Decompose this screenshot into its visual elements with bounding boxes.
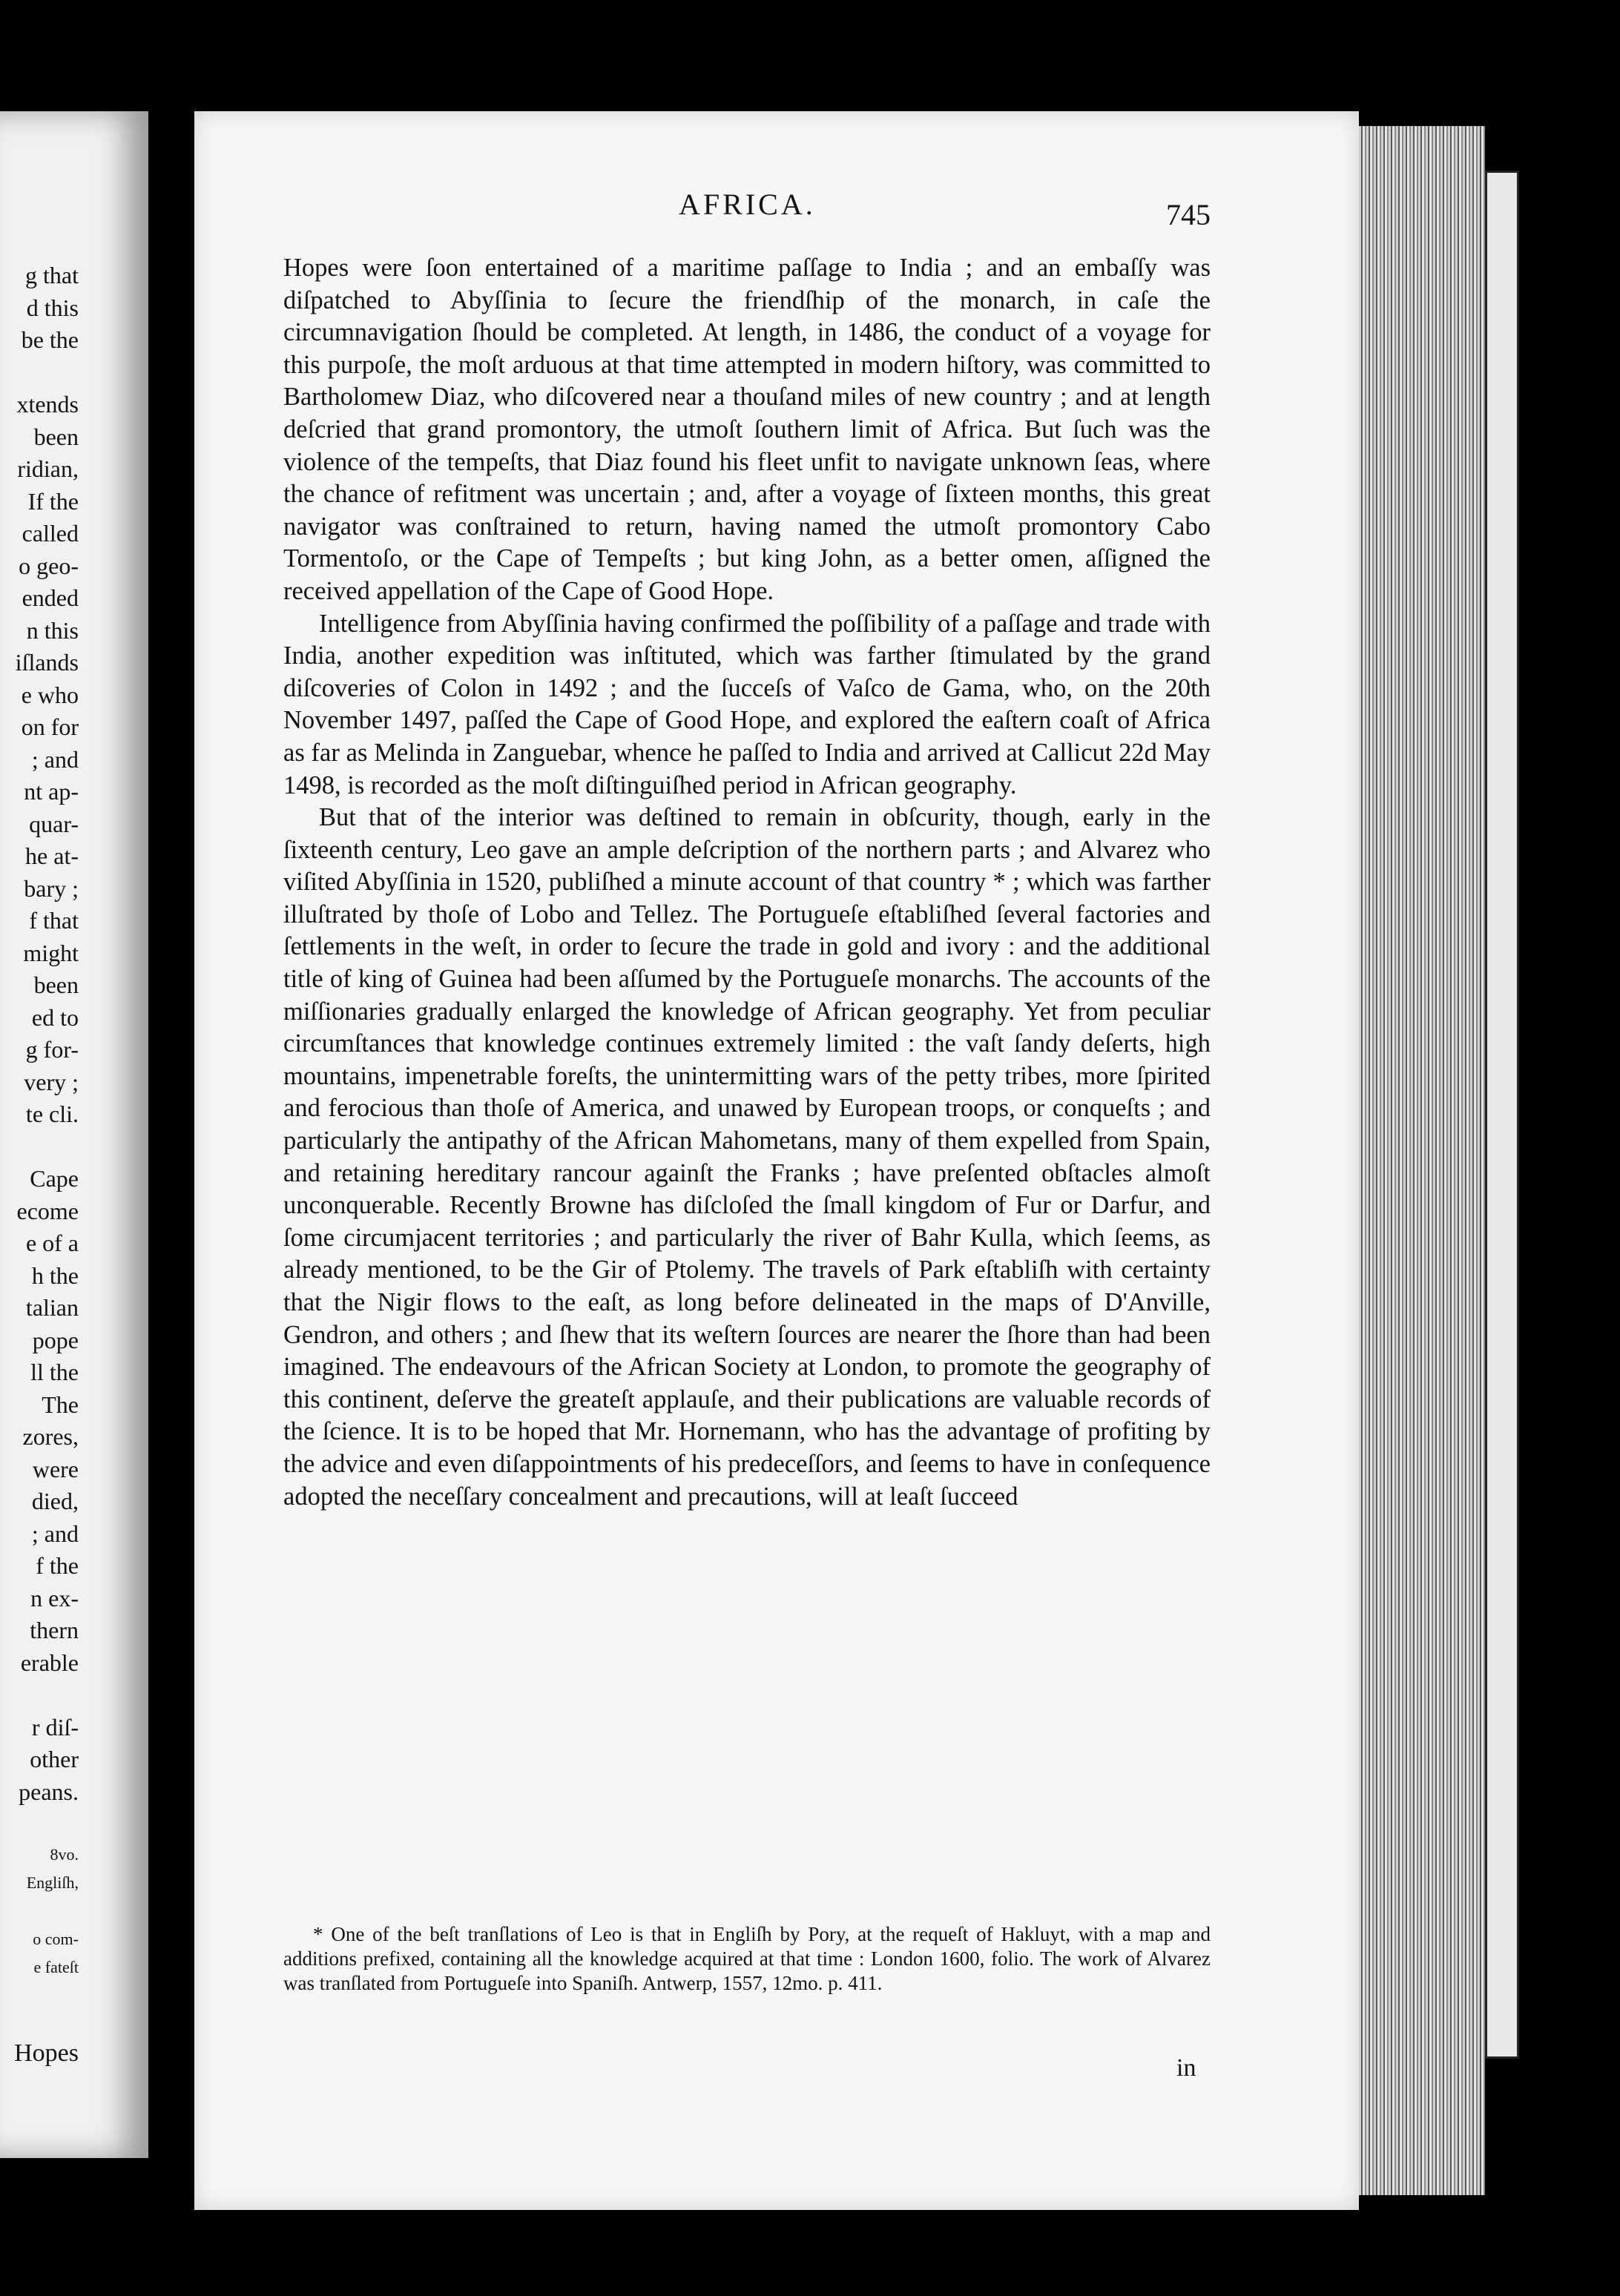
paragraph: Hopes were ſoon entertained of a maritime paſſage to India ; and an embaſſy was diſpatched to Abyſſinia to ſecure the friendſhip of the monarch, in caſe the circumnavigation ſhould be completed. At length, in 1486, the conduct of a voyage for this purpoſe, the moſt arduous at that time attempted in modern hiſtory, was committed to Bartholomew Diaz, who diſcovered near a thouſand miles of new country ; and at length deſcried that grand promontory, the utmoſt ſouthern limit of Africa. But ſuch was the violence of the tempeſts, that Diaz found his fleet unfit to navigate unknown ſeas, where the chance of refitment was uncertain ; and, after a voyage of ſixteen months, this great navigator was conſtrained to return, having named the utmoſt promontory Cabo Tormentoſo, or the Cape of Tempeſts ; but king John, as a better omen, aſſigned the received appellation of the Cape of Good Hope.	[283, 254, 1211, 605]
facing-page-line	[0, 1679, 79, 1712]
facing-page-footnote-line: 8vo.	[50, 1844, 79, 1864]
facing-page-line: thern	[30, 1617, 79, 1643]
facing-page-line: other	[30, 1746, 79, 1772]
facing-page-line	[0, 357, 79, 389]
facing-page-line: called	[22, 520, 79, 547]
facing-page-line: iſlands	[15, 649, 79, 676]
facing-page-edge	[0, 111, 148, 2158]
facing-page-line: might	[23, 939, 79, 966]
facing-page-line: talian	[25, 1294, 79, 1321]
paragraph: But that of the interior was deſtined to remain in obſcurity, though, early in the ſixteenth century, Leo gave an ample deſcription of the northern parts ; and Alvarez who viſited Abyſſinia in 1520, publiſhed a minute account of that country * ; which was farther illuſtrated by thoſe of Lobo and Tellez. The Portugueſe eſtabliſhed ſeveral factories and ſettlements in the weſt, in order to ſecure the trade in gold and ivory : and the additional title of king of Guinea had been aſſumed by the Portugueſe monarchs. The accounts of the miſſionaries gradually enlarged the knowledge of African geography. Yet from peculiar circumſtances that knowledge continues extremely limited : the vaſt ſandy deſerts, high mountains, impenetrable foreſts, the unintermitting wars of the petty tribes, more ſpirited and ferocious than thoſe of America, and unawed by European troops, or conqueſts ; and particularly the antipathy of the African Mahometans, many of them expelled from Spain, and retaining hereditary rancour againſt the Franks ; have preſented obſtacles almoſt unconquerable. Recently Browne has diſcloſed the ſmall kingdom of Fur or Darfur, and ſome circumjacent territories ; and particularly the river of Bahr Kulla, which ſeems, as already mentioned, to be the Gir of Ptolemy. The travels of Park eſtabliſh with certainty that the Nigir flows to the eaſt, as long before delineated in the maps of D'Anville, Gendron, and others ; and ſhew that its weſtern ſources are nearer the ſhore than had been imagined. The endeavours of the African Society at London, to promote the geography of this continent, deſerve the greateſt applauſe, and their publications are valuable records of the ſcience. It is to be hoped that Mr. Hornemann, who has the advantage of profiting by the advice and even diſappointments of his predeceſſors, and ſeems to have in conſequence adopted the neceſſary concealment and precautions, will at leaſt ſucceed	[283, 803, 1211, 1511]
facing-page-line: e who	[21, 681, 79, 708]
facing-page-line: pope	[32, 1326, 79, 1353]
facing-page-line: on for	[21, 713, 79, 740]
facing-page-line: ; and	[31, 1520, 79, 1547]
facing-page-line: bary ;	[24, 874, 79, 902]
facing-page-line: he at-	[25, 842, 79, 869]
facing-page-line: been	[33, 423, 79, 450]
facing-page-line: ended	[22, 584, 79, 611]
paragraph: Intelligence from Abyſſinia having confirmed the poſſibility of a paſſage and trade with India, another expedition was inſtituted, which was farther ſtimulated by the grand diſcoveries of Colon in 1492 ; and the ſucceſs of Vaſco de Gama, who, on the 20th November 1497, paſſed the Cape of Good Hope, and explored the eaſtern coaſt of Africa as far as Melinda in Zanguebar, whence he paſſed to India and arrived at Callicut 22d May 1498, is recorded as the moſt diſtinguiſhed period in African geography.	[283, 609, 1211, 799]
footnote	[283, 1922, 1211, 1996]
page-number: 745	[1166, 198, 1211, 231]
footnote-text: * One of the beſt tranſlations of Leo is that in Engliſh by Pory, at the requeſt of Hakluyt, with a map and additions prefixed, containing all the knowledge acquired at that time : London 1600, folio. The work of Alvarez was tranſlated from Portugueſe into Spaniſh. Antwerp, 1557, 12mo. p. 411.	[283, 1923, 1211, 1994]
facing-page-text	[0, 260, 79, 1982]
facing-page-line: e of a	[25, 1230, 79, 1256]
facing-page-line: erable	[20, 1649, 79, 1676]
facing-page-line: d this	[26, 294, 79, 321]
facing-page-line: o geo-	[19, 552, 79, 579]
page-edges	[1359, 126, 1485, 2195]
book-cover-edge	[1485, 171, 1519, 2059]
facing-page-line: nt ap-	[24, 778, 79, 805]
facing-page-line: ed to	[31, 1003, 79, 1031]
facing-page-line: quar-	[29, 810, 79, 837]
facing-page-footnote-line: Engliſh,	[26, 1873, 79, 1892]
facing-page-catchword: Hopes	[14, 2039, 79, 2067]
facing-page-line: Cape	[30, 1165, 79, 1192]
facing-page-line	[0, 1131, 79, 1164]
facing-page-line: g for-	[25, 1036, 79, 1063]
facing-page-line: n ex-	[30, 1584, 79, 1612]
facing-page-gap	[0, 1808, 79, 1841]
catchword: in	[1176, 2054, 1196, 2082]
facing-page-footnote-line: o com-	[33, 1929, 79, 1948]
facing-page-line: ecome	[16, 1197, 79, 1224]
facing-page-line: r diſ-	[31, 1713, 79, 1741]
facing-page-line: ridian,	[17, 455, 79, 482]
facing-page-line: If the	[27, 487, 79, 515]
facing-page-line: be the	[21, 326, 79, 353]
facing-page-line: h the	[31, 1261, 79, 1289]
facing-page-line: f the	[36, 1552, 79, 1579]
facing-page-line: peans.	[19, 1778, 79, 1805]
facing-page-line: te cli.	[25, 1101, 79, 1127]
facing-page-footnote-line	[0, 1897, 79, 1925]
facing-page-line: g that	[25, 262, 79, 288]
facing-page-line: were	[32, 1455, 79, 1482]
facing-page-line: xtends	[16, 391, 79, 418]
facing-page-line: ; and	[31, 745, 79, 773]
running-head: AFRICA.	[679, 188, 816, 221]
body-text	[283, 252, 1211, 1513]
facing-page-line: died,	[31, 1488, 79, 1514]
facing-page-footnote-line: e fateſt	[33, 1957, 79, 1976]
facing-page-line: ll the	[30, 1359, 79, 1385]
facing-page-line: zores,	[22, 1423, 79, 1450]
facing-page-line: f that	[29, 907, 79, 934]
facing-page-line: very ;	[24, 1068, 79, 1095]
facing-page-line: The	[42, 1391, 79, 1418]
facing-page-line: been	[33, 971, 79, 998]
facing-page-line: n this	[26, 616, 79, 644]
